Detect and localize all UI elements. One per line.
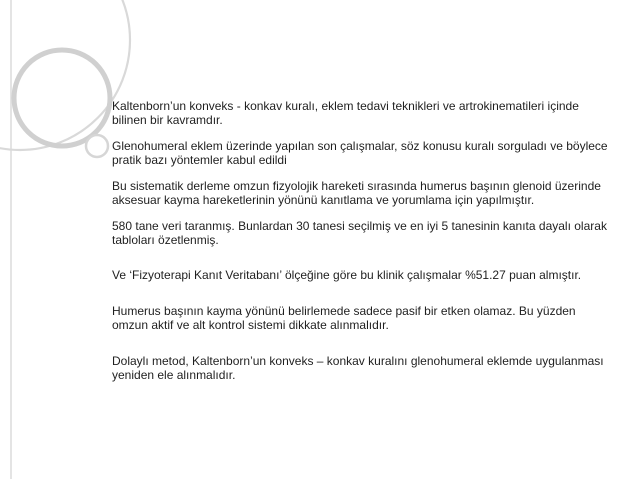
paragraph-6: Humerus başının kayma yönünü belirlemede sadece pasif bir etken olamaz. Bu yüzden omzun aktif ve alt kontrol sistemi dikkate alınmalıdır. xyxy=(112,304,576,332)
slide-body xyxy=(112,99,612,382)
small-circle xyxy=(86,135,108,157)
paragraph-4: 580 tane veri taranmış. Bunlardan 30 tanesi seçilmiş ve en iyi 5 tanesinin kanıta dayalı olarak tabloları özetlenmiş. xyxy=(112,219,607,247)
paragraph-5: Ve ‘Fizyoterapi Kanıt Veritabanı’ ölçeğine göre bu klinik çalışmalar %51.27 puan almıştır. xyxy=(112,268,582,282)
paragraph-2: Glenohumeral eklem üzerinde yapılan son çalışmalar, söz konusu kuralı sorguladı ve böylece pratik bazı yöntemler kabul edildi xyxy=(112,139,608,167)
paragraph-1: Kaltenborn’un konveks - konkav kuralı, eklem tedavi teknikleri ve artrokinematileri içinde bilinen bir kavramdır. xyxy=(112,99,579,127)
inner-ring xyxy=(14,50,110,146)
paragraph-7: Dolaylı metod, Kaltenborn’un konveks – konkav kuralını glenohumeral eklemde uygulanması yeniden ele alınmalıdır. xyxy=(112,354,604,382)
paragraph-3: Bu sistematik derleme omzun fizyolojik hareketi sırasında humerus başının glenoid üzerinde aksesuar kayma hareketlerinin yönünü kanıtlama ve yorumlama için yapılmıştır. xyxy=(112,179,601,207)
